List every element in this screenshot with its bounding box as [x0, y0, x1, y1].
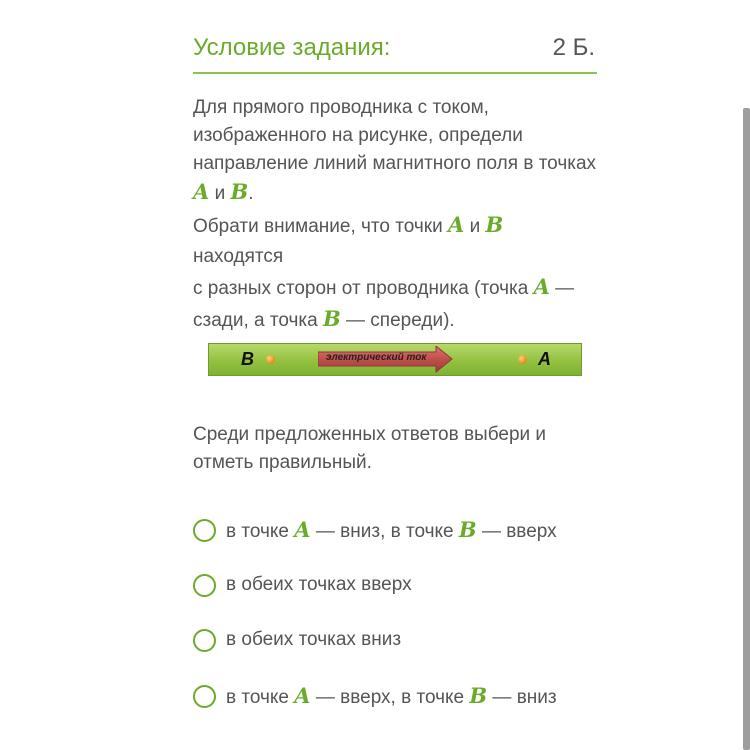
radio-button[interactable] [193, 685, 216, 708]
option-label: в обеих точках вверх [226, 574, 412, 595]
conjunction: и [469, 216, 481, 237]
figure-label-b: B [241, 349, 254, 369]
figure-label-a: A [538, 349, 551, 369]
arrow-label: электрический ток [326, 352, 427, 363]
answer-option-1[interactable] [193, 514, 557, 546]
instruction-line: Среди предложенных ответов выбери и [193, 424, 547, 445]
option-text: в точке [226, 521, 290, 542]
conductor-figure [208, 343, 582, 376]
option-text: в точке [226, 687, 290, 708]
note-text: — спереди). [346, 310, 455, 331]
instruction-line: отметь правильный. [193, 452, 372, 473]
task-points: 2 Б. [552, 34, 595, 61]
note-text: Обрати внимание, что точки [193, 216, 443, 237]
point-a-label: A [294, 517, 311, 542]
point-a-dot [518, 355, 527, 364]
option-label [226, 683, 557, 709]
statement-line: Для прямого проводника с током, [193, 97, 489, 118]
note-text: — [555, 278, 575, 299]
scrollbar[interactable] [743, 108, 750, 750]
radio-button[interactable] [193, 519, 216, 542]
radio-button[interactable] [193, 574, 216, 597]
task-statement [193, 94, 597, 208]
point-a-label: A [533, 274, 550, 299]
radio-button[interactable] [193, 629, 216, 652]
point-a-label: A [448, 212, 465, 237]
answer-option-3[interactable] [193, 624, 401, 656]
conjunction: и [214, 183, 226, 204]
point-a-label: A [294, 683, 311, 708]
period: . [248, 183, 254, 204]
option-label [226, 517, 557, 543]
note-text: находятся [193, 246, 284, 267]
instruction [193, 421, 597, 477]
task-note [193, 210, 597, 336]
point-b-label: B [230, 179, 249, 204]
answer-option-2[interactable] [193, 569, 412, 601]
point-b-label: B [323, 306, 341, 331]
point-b-label: B [469, 683, 488, 708]
point-b-dot [266, 355, 275, 364]
task-header [193, 34, 597, 74]
statement-line: изображенного на рисунке, определи [193, 125, 523, 146]
option-text: — вниз, в точке [315, 521, 454, 542]
statement-line: направление линий магнитного поля в точках [193, 153, 597, 174]
note-text: с разных сторон от проводника (точка [193, 278, 529, 299]
point-b-label: B [458, 517, 477, 542]
option-text: — вверх, в точке [315, 687, 465, 708]
point-b-label: B [485, 212, 504, 237]
answer-option-4[interactable] [193, 680, 557, 712]
option-text: — вверх [481, 521, 557, 542]
point-a-label: A [193, 179, 210, 204]
task-title: Условие задания: [193, 34, 391, 61]
note-text: сзади, а точка [193, 310, 318, 331]
option-text: — вниз [492, 687, 557, 708]
option-label: в обеих точках вниз [226, 629, 402, 650]
